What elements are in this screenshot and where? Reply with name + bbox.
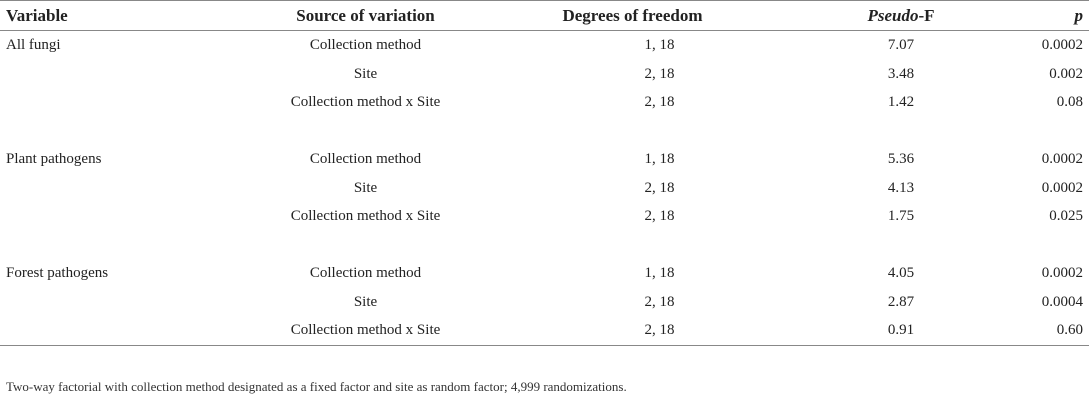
header-row: [0, 1, 1089, 31]
cell-p: 0.60: [1002, 317, 1089, 346]
table-row: [0, 31, 1089, 60]
table-row: [0, 174, 1089, 203]
table-row: [0, 259, 1089, 288]
cell-source: Collection method: [309, 36, 422, 53]
cell-df: 1, 18: [644, 150, 675, 167]
header-p: p: [1002, 1, 1089, 31]
spacer-row: [0, 231, 1089, 259]
cell-pseudo-f: 2.87: [887, 293, 915, 310]
cell-source: Collection method: [309, 150, 422, 167]
cell-df: 1, 18: [644, 36, 675, 53]
cell-p: 0.0004: [1041, 293, 1083, 310]
cell-df: 2, 18: [644, 65, 675, 82]
cell-p: 0.0002: [1041, 179, 1083, 196]
group-variable: All fungi: [6, 36, 61, 53]
header-pseudo-f: [800, 1, 1002, 31]
cell-pseudo-f: 1.42: [887, 94, 915, 111]
cell-pseudo-f: 0.91: [800, 317, 1002, 346]
cell-p: 0.0002: [1041, 36, 1083, 53]
table-row: [0, 202, 1089, 231]
header-source: Source of variation: [212, 1, 519, 31]
group-variable-empty: [0, 317, 212, 346]
cell-pseudo-f: 5.36: [887, 150, 915, 167]
cell-df: 2, 18: [644, 179, 675, 196]
spacer-cell: [0, 231, 1089, 259]
cell-pseudo-f: 3.48: [887, 65, 915, 82]
cell-p: 0.025: [1049, 208, 1083, 225]
group-variable: Plant pathogens: [6, 150, 102, 167]
group-variable-empty: [0, 60, 212, 89]
group-variable: Forest pathogens: [6, 264, 109, 281]
table-header: [0, 1, 1089, 31]
cell-pseudo-f: 4.05: [887, 264, 915, 281]
table-footnote: Two-way factorial with collection method designated as a fixed factor and site as random factor; 4,999 randomizations.: [6, 379, 627, 394]
spacer-row: [0, 117, 1089, 145]
spacer-cell: [0, 117, 1089, 145]
group-variable-empty: [0, 174, 212, 203]
table-row: [0, 317, 1089, 346]
cell-source: Collection method x Site: [290, 94, 441, 111]
cell-pseudo-f: 1.75: [887, 208, 915, 225]
header-variable: Variable: [0, 1, 212, 31]
group-variable-empty: [0, 88, 212, 117]
cell-df: 2, 18: [644, 94, 675, 111]
cell-pseudo-f: 4.13: [887, 179, 915, 196]
cell-p: 0.002: [1049, 65, 1083, 82]
cell-df: 1, 18: [644, 264, 675, 281]
group-variable-empty: [0, 202, 212, 231]
cell-source: Collection method x Site: [212, 317, 519, 346]
cell-p: 0.0002: [1041, 150, 1083, 167]
cell-df: 2, 18: [519, 317, 800, 346]
table-row: [0, 288, 1089, 317]
cell-source: Site: [353, 65, 378, 82]
table-row: [0, 60, 1089, 89]
table-row: [0, 88, 1089, 117]
cell-source: Collection method: [309, 264, 422, 281]
header-pseudo-rest: -F: [918, 5, 935, 25]
cell-source: Site: [353, 179, 378, 196]
header-df: Degrees of freedom: [519, 1, 800, 31]
table-row: [0, 145, 1089, 174]
cell-source: Collection method x Site: [290, 208, 441, 225]
cell-p: 0.08: [1056, 94, 1083, 111]
group-variable-empty: [0, 288, 212, 317]
cell-df: 2, 18: [644, 208, 675, 225]
cell-p: 0.0002: [1041, 264, 1083, 281]
cell-df: 2, 18: [644, 293, 675, 310]
cell-pseudo-f: 7.07: [887, 36, 915, 53]
header-pseudo-italic: Pseudo: [867, 5, 919, 25]
cell-source: Site: [353, 293, 378, 310]
table-body: [0, 31, 1089, 346]
